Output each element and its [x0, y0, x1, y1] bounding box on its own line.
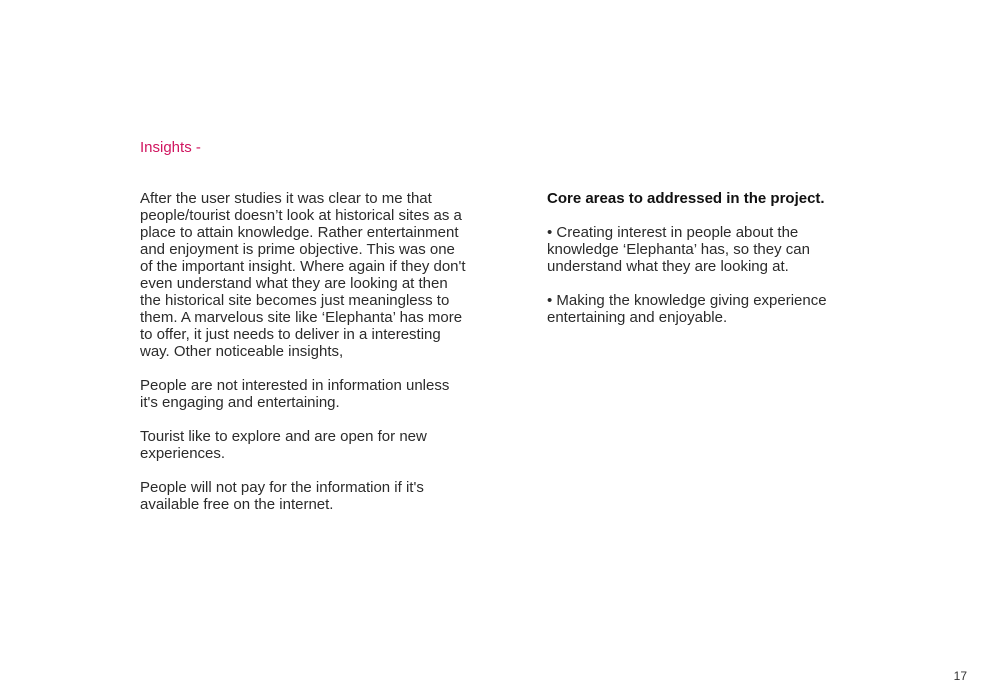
insight-free-information: People will not pay for the information if it's available free on the internet. — [140, 479, 424, 513]
core-areas-column — [547, 190, 867, 343]
insight-engagement: People are not interested in information unless it's engaging and entertaining. — [140, 377, 450, 411]
section-title: Insights - — [140, 139, 201, 156]
page-number: 17 — [953, 669, 967, 683]
insight-exploration: Tourist like to explore and are open for new experiences. — [140, 428, 427, 462]
core-area-item: • Creating interest in people about the knowledge ‘Elephanta’ has, so they can understand what they are looking at. — [547, 224, 810, 275]
insights-paragraph: After the user studies it was clear to me that people/tourist doesn’t look at historical sites as a place to attain knowledge. Rather entertainment and enjoyment is prime objective. This was one of the important insight. Where again if they don't even understand what they are looking at then the historical site becomes just meaningless to them. A marvelous site like ‘Elephanta’ has more to offer, it just needs to deliver in a interesting way. Other noticeable insights, — [140, 190, 466, 360]
insights-text-column — [140, 190, 470, 530]
core-areas-heading: Core areas to addressed in the project. — [547, 190, 825, 207]
core-area-item: • Making the knowledge giving experience entertaining and enjoyable. — [547, 292, 827, 326]
